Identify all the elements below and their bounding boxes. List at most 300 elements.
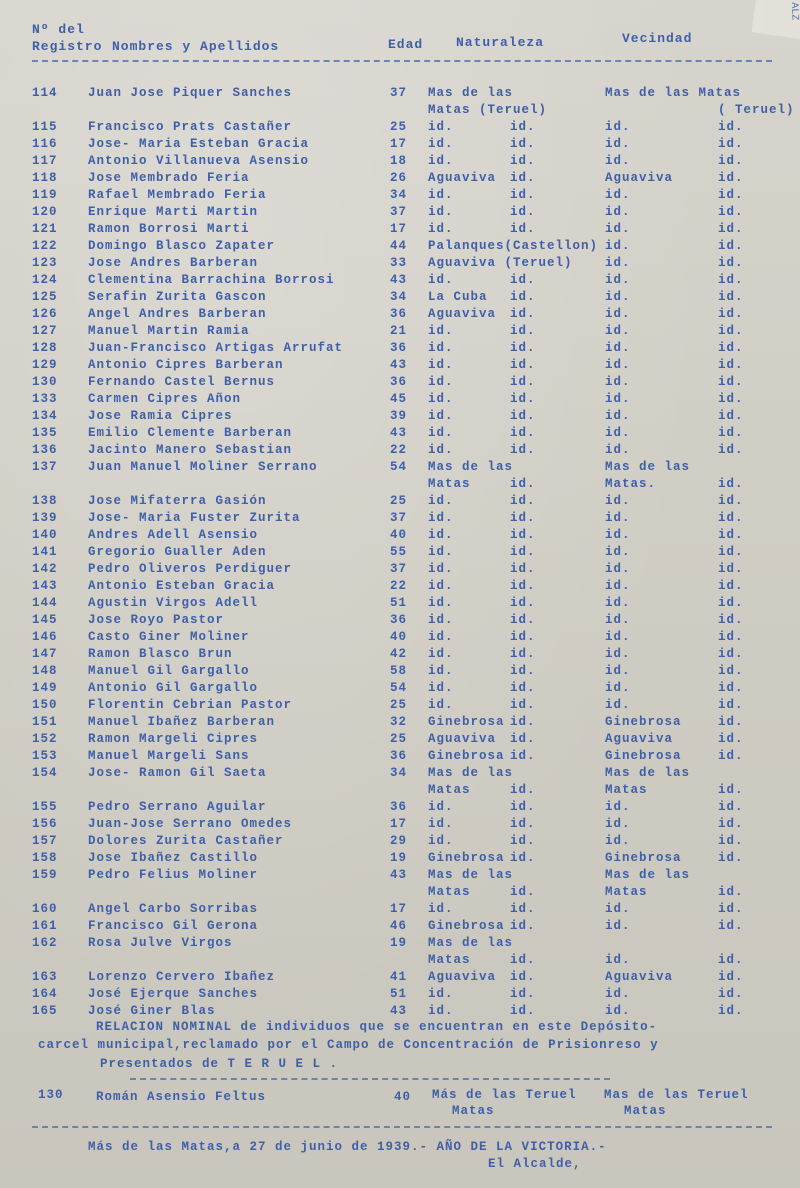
row-number: 146	[32, 630, 58, 644]
row-name: Jose Royo Pastor	[88, 613, 225, 627]
row-number: 124	[32, 273, 58, 287]
row-age: 43	[390, 273, 408, 287]
row-age: 33	[390, 256, 408, 270]
row-naturaleza-2: id.	[510, 562, 536, 576]
row-age: 58	[390, 664, 408, 678]
row-vecindad: id.	[605, 953, 631, 967]
header-no-label: Nº del	[32, 22, 85, 37]
row-naturaleza-2: id.	[510, 987, 536, 1001]
row-name: Ramon Blasco Brun	[88, 647, 233, 661]
row-naturaleza-2: id.	[510, 783, 536, 797]
table-row	[0, 732, 800, 749]
table-row	[0, 1004, 800, 1021]
row-vecindad-2: id.	[718, 800, 744, 814]
row-naturaleza: Ginebrosa	[428, 851, 505, 865]
row-vecindad: id.	[605, 511, 631, 525]
row-naturaleza: id.	[428, 494, 454, 508]
row-vecindad: Mas de las	[605, 868, 691, 882]
row-name: Manuel Ibañez Barberan	[88, 715, 276, 729]
row-naturaleza-2: id.	[510, 664, 536, 678]
relacion-divider	[130, 1078, 610, 1080]
row-vecindad: id.	[605, 426, 631, 440]
table-row	[0, 409, 800, 426]
row-naturaleza: Mas de las	[428, 460, 514, 474]
row-vecindad: id.	[605, 205, 631, 219]
row-number: 163	[32, 970, 58, 984]
row-vecindad-2: id.	[718, 749, 744, 763]
row-vecindad-2: id.	[718, 511, 744, 525]
row-vecindad-2: id.	[718, 239, 744, 253]
row-vecindad-2: id.	[718, 171, 744, 185]
row-number: 116	[32, 137, 58, 151]
row-age: 45	[390, 392, 408, 406]
row-number: 139	[32, 511, 58, 525]
row-number: 117	[32, 154, 58, 168]
row-naturaleza-2: id.	[510, 120, 536, 134]
extra-row-name: Román Asensio Feltus	[96, 1090, 267, 1104]
row-naturaleza: id.	[428, 528, 454, 542]
row-name: Jose Ramia Cipres	[88, 409, 233, 423]
row-name: Juan Manuel Moliner Serrano	[88, 460, 318, 474]
row-number: 114	[32, 86, 58, 100]
table-row	[0, 188, 800, 205]
row-naturaleza: id.	[428, 137, 454, 151]
table-row	[0, 630, 800, 647]
row-naturaleza-2: id.	[510, 613, 536, 627]
row-naturaleza: Mas de las	[428, 766, 514, 780]
row-vecindad-2: id.	[718, 307, 744, 321]
row-naturaleza-2: id.	[510, 800, 536, 814]
extra-row-nat-line2: Matas	[452, 1104, 495, 1118]
row-vecindad-2: id.	[718, 137, 744, 151]
row-age: 36	[390, 749, 408, 763]
header-vecindad-label: Vecindad	[622, 31, 693, 46]
table-row	[0, 834, 800, 851]
row-number: 155	[32, 800, 58, 814]
footer-signature: El Alcalde,	[488, 1157, 582, 1171]
table-row	[0, 613, 800, 630]
row-number: 150	[32, 698, 58, 712]
footer-date-line: Más de las Matas,a 27 de junio de 1939.- AÑO DE LA VICTORIA.-	[88, 1140, 607, 1154]
row-naturaleza-2: id.	[510, 545, 536, 559]
header-divider	[32, 60, 772, 62]
row-vecindad: Mas de las	[605, 460, 691, 474]
row-age: 25	[390, 120, 408, 134]
row-name: Ramon Margeli Cipres	[88, 732, 259, 746]
table-row	[0, 324, 800, 341]
row-vecindad: id.	[605, 375, 631, 389]
row-naturaleza-2: id.	[510, 902, 536, 916]
row-age: 40	[390, 630, 408, 644]
row-vecindad: id.	[605, 443, 631, 457]
row-vecindad-2: id.	[718, 154, 744, 168]
table-row	[0, 868, 800, 885]
row-number: 156	[32, 817, 58, 831]
relacion-line-1: RELACION NOMINAL de individuos que se encuentran en este Depósito-	[96, 1020, 658, 1034]
row-naturaleza: id.	[428, 647, 454, 661]
row-number: 165	[32, 1004, 58, 1018]
row-naturaleza: id.	[428, 987, 454, 1001]
table-row	[0, 477, 800, 494]
row-naturaleza-2: id.	[510, 290, 536, 304]
row-vecindad: id.	[605, 579, 631, 593]
row-name: Angel Andres Barberan	[88, 307, 267, 321]
row-age: 17	[390, 902, 408, 916]
row-naturaleza-2: id.	[510, 273, 536, 287]
row-age: 36	[390, 375, 408, 389]
row-name: Agustin Virgos Adell	[88, 596, 259, 610]
table-row	[0, 171, 800, 188]
table-row	[0, 137, 800, 154]
row-number: 141	[32, 545, 58, 559]
row-vecindad: id.	[605, 307, 631, 321]
row-number: 136	[32, 443, 58, 457]
row-age: 37	[390, 562, 408, 576]
row-vecindad: Matas	[605, 885, 648, 899]
table-row	[0, 273, 800, 290]
row-name: Dolores Zurita Castañer	[88, 834, 284, 848]
table-row	[0, 460, 800, 477]
row-name: Antonio Villanueva Asensio	[88, 154, 310, 168]
row-naturaleza: id.	[428, 630, 454, 644]
row-vecindad: id.	[605, 290, 631, 304]
row-number: 125	[32, 290, 58, 304]
row-vecindad: Matas.	[605, 477, 657, 491]
row-naturaleza-2: id.	[510, 443, 536, 457]
row-age: 40	[390, 528, 408, 542]
row-vecindad-2: id.	[718, 358, 744, 372]
row-naturaleza: id.	[428, 409, 454, 423]
row-vecindad: id.	[605, 596, 631, 610]
row-number: 159	[32, 868, 58, 882]
row-naturaleza: Ginebrosa	[428, 919, 505, 933]
row-naturaleza-2: id.	[510, 307, 536, 321]
row-number: 153	[32, 749, 58, 763]
row-age: 25	[390, 732, 408, 746]
row-name: Lorenzo Cervero Ibañez	[88, 970, 276, 984]
row-number: 160	[32, 902, 58, 916]
row-naturaleza: Aguaviva	[428, 970, 497, 984]
row-age: 22	[390, 443, 408, 457]
row-number: 127	[32, 324, 58, 338]
row-vecindad-2: id.	[718, 188, 744, 202]
table-row	[0, 562, 800, 579]
table-row	[0, 290, 800, 307]
row-number: 143	[32, 579, 58, 593]
row-number: 142	[32, 562, 58, 576]
corner-text: ALZ	[787, 2, 800, 21]
row-vecindad-2: id.	[718, 290, 744, 304]
row-naturaleza: id.	[428, 664, 454, 678]
row-vecindad-2: id.	[718, 205, 744, 219]
row-vecindad-2: id.	[718, 341, 744, 355]
row-number: 126	[32, 307, 58, 321]
row-naturaleza: id.	[428, 545, 454, 559]
header-registro-label: Registro	[32, 39, 103, 54]
row-vecindad-2: id.	[718, 426, 744, 440]
row-naturaleza: Ginebrosa	[428, 715, 505, 729]
row-name: Juan-Francisco Artigas Arrufat	[88, 341, 344, 355]
row-naturaleza: Matas	[428, 783, 471, 797]
table-row	[0, 443, 800, 460]
row-naturaleza: id.	[428, 392, 454, 406]
row-number: 164	[32, 987, 58, 1001]
table-row	[0, 936, 800, 953]
table-row	[0, 341, 800, 358]
row-vecindad-2: id.	[718, 851, 744, 865]
row-vecindad: id.	[605, 239, 631, 253]
row-vecindad-2: id.	[718, 970, 744, 984]
row-age: 18	[390, 154, 408, 168]
row-vecindad-2: id.	[718, 596, 744, 610]
row-name: Jose Mifaterra Gasión	[88, 494, 267, 508]
row-naturaleza: Aguaviva (Teruel)	[428, 256, 573, 270]
table-row	[0, 902, 800, 919]
table-row	[0, 885, 800, 902]
row-vecindad: id.	[605, 358, 631, 372]
row-name: Fernando Castel Bernus	[88, 375, 276, 389]
row-naturaleza-2: id.	[510, 749, 536, 763]
row-vecindad: Mas de las	[605, 766, 691, 780]
table-row	[0, 154, 800, 171]
row-name: Emilio Clemente Barberan	[88, 426, 293, 440]
table-row	[0, 681, 800, 698]
row-vecindad: id.	[605, 137, 631, 151]
row-number: 157	[32, 834, 58, 848]
row-naturaleza: id.	[428, 1004, 454, 1018]
row-vecindad-2: id.	[718, 562, 744, 576]
row-age: 39	[390, 409, 408, 423]
row-name: Manuel Martin Ramia	[88, 324, 250, 338]
row-vecindad-2: id.	[718, 987, 744, 1001]
row-age: 22	[390, 579, 408, 593]
row-naturaleza-2: id.	[510, 596, 536, 610]
table-row	[0, 953, 800, 970]
row-naturaleza-2: id.	[510, 341, 536, 355]
row-age: 37	[390, 511, 408, 525]
row-naturaleza-2: id.	[510, 681, 536, 695]
row-age: 29	[390, 834, 408, 848]
row-number: 148	[32, 664, 58, 678]
row-vecindad-2: id.	[718, 256, 744, 270]
row-vecindad-2: id.	[718, 443, 744, 457]
row-naturaleza: id.	[428, 120, 454, 134]
table-row	[0, 579, 800, 596]
table-row	[0, 375, 800, 392]
row-naturaleza-2: id.	[510, 222, 536, 236]
row-name: Carmen Cipres Añon	[88, 392, 242, 406]
row-number: 162	[32, 936, 58, 950]
row-name: Domingo Blasco Zapater	[88, 239, 276, 253]
table-row	[0, 392, 800, 409]
row-name: José Ejerque Sanches	[88, 987, 259, 1001]
row-name: Manuel Margeli Sans	[88, 749, 250, 763]
row-naturaleza-2: id.	[510, 630, 536, 644]
row-naturaleza-2: id.	[510, 647, 536, 661]
row-name: Jose Andres Barberan	[88, 256, 259, 270]
row-age: 36	[390, 307, 408, 321]
row-vecindad: Ginebrosa	[605, 851, 682, 865]
row-number: 129	[32, 358, 58, 372]
row-vecindad: id.	[605, 188, 631, 202]
row-vecindad: id.	[605, 392, 631, 406]
row-name: José Giner Blas	[88, 1004, 216, 1018]
row-vecindad-2: id.	[718, 902, 744, 916]
row-naturaleza-2: id.	[510, 817, 536, 831]
table-row	[0, 596, 800, 613]
row-naturaleza-2: id.	[510, 171, 536, 185]
table-row	[0, 426, 800, 443]
row-vecindad-2: id.	[718, 885, 744, 899]
row-vecindad-2: id.	[718, 409, 744, 423]
row-age: 34	[390, 766, 408, 780]
row-vecindad-2: id.	[718, 783, 744, 797]
row-number: 122	[32, 239, 58, 253]
row-vecindad-2: id.	[718, 715, 744, 729]
row-number: 138	[32, 494, 58, 508]
table-row	[0, 222, 800, 239]
row-vecindad: id.	[605, 698, 631, 712]
row-name: Jose Membrado Feria	[88, 171, 250, 185]
row-naturaleza-2: id.	[510, 834, 536, 848]
row-vecindad: Matas	[605, 783, 648, 797]
row-naturaleza-2: id.	[510, 851, 536, 865]
table-row	[0, 800, 800, 817]
row-vecindad: id.	[605, 681, 631, 695]
row-vecindad: id.	[605, 817, 631, 831]
row-name: Rosa Julve Virgos	[88, 936, 233, 950]
row-vecindad: id.	[605, 545, 631, 559]
row-age: 43	[390, 358, 408, 372]
table-row	[0, 970, 800, 987]
row-name: Casto Giner Moliner	[88, 630, 250, 644]
row-age: 36	[390, 800, 408, 814]
row-name: Jose- Maria Esteban Gracia	[88, 137, 310, 151]
table-row	[0, 715, 800, 732]
table-row	[0, 120, 800, 137]
row-naturaleza-2: id.	[510, 698, 536, 712]
row-vecindad-2: ( Teruel)	[718, 103, 795, 117]
row-vecindad: id.	[605, 562, 631, 576]
row-age: 25	[390, 698, 408, 712]
row-vecindad-2: id.	[718, 732, 744, 746]
row-naturaleza-2: id.	[510, 970, 536, 984]
row-number: 123	[32, 256, 58, 270]
row-vecindad-2: id.	[718, 698, 744, 712]
row-age: 44	[390, 239, 408, 253]
row-age: 26	[390, 171, 408, 185]
table-row	[0, 698, 800, 715]
row-name: Florentin Cebrian Pastor	[88, 698, 293, 712]
row-vecindad: id.	[605, 834, 631, 848]
row-age: 36	[390, 613, 408, 627]
row-vecindad: id.	[605, 630, 631, 644]
row-naturaleza-2: id.	[510, 919, 536, 933]
row-number: 134	[32, 409, 58, 423]
extra-row-nat-line1: Más de las Teruel	[432, 1088, 577, 1102]
row-number: 151	[32, 715, 58, 729]
extra-row-no: 130	[38, 1088, 64, 1102]
row-naturaleza: id.	[428, 375, 454, 389]
row-vecindad-2: id.	[718, 392, 744, 406]
row-vecindad-2: id.	[718, 647, 744, 661]
row-vecindad: id.	[605, 256, 631, 270]
row-vecindad: id.	[605, 324, 631, 338]
row-name: Francisco Prats Castañer	[88, 120, 293, 134]
row-age: 34	[390, 290, 408, 304]
table-row	[0, 358, 800, 375]
row-vecindad: Ginebrosa	[605, 749, 682, 763]
row-number: 120	[32, 205, 58, 219]
row-naturaleza: id.	[428, 902, 454, 916]
row-naturaleza: id.	[428, 205, 454, 219]
row-naturaleza: id.	[428, 443, 454, 457]
row-age: 37	[390, 205, 408, 219]
extra-row-vec-line2: Matas	[624, 1104, 667, 1118]
row-name: Juan Jose Piquer Sanches	[88, 86, 293, 100]
row-age: 43	[390, 1004, 408, 1018]
row-naturaleza: id.	[428, 817, 454, 831]
row-name: Jacinto Manero Sebastian	[88, 443, 293, 457]
table-row	[0, 664, 800, 681]
row-vecindad: id.	[605, 613, 631, 627]
row-vecindad: id.	[605, 647, 631, 661]
row-name: Pedro Oliveros Perdiguer	[88, 562, 293, 576]
row-age: 37	[390, 86, 408, 100]
row-age: 21	[390, 324, 408, 338]
row-name: Ramon Borrosi Marti	[88, 222, 250, 236]
row-naturaleza: Matas	[428, 953, 471, 967]
row-naturaleza: id.	[428, 562, 454, 576]
row-naturaleza: id.	[428, 800, 454, 814]
relacion-line-3: Presentados de T E R U E L .	[100, 1057, 339, 1071]
row-vecindad-2: id.	[718, 579, 744, 593]
extra-row-vec-line1: Mas de las Teruel	[604, 1088, 749, 1102]
row-number: 128	[32, 341, 58, 355]
row-vecindad-2: id.	[718, 324, 744, 338]
row-vecindad: id.	[605, 409, 631, 423]
row-name: Jose- Maria Fuster Zurita	[88, 511, 301, 525]
row-age: 51	[390, 987, 408, 1001]
row-naturaleza: Aguaviva	[428, 171, 497, 185]
table-row	[0, 205, 800, 222]
table-row	[0, 817, 800, 834]
row-vecindad-2: id.	[718, 953, 744, 967]
row-number: 158	[32, 851, 58, 865]
relacion-line-2: carcel municipal,reclamado por el Campo de Concentración de Prisionreso y	[38, 1038, 659, 1052]
row-vecindad: Mas de las Matas	[605, 86, 742, 100]
table-row	[0, 987, 800, 1004]
table-row	[0, 307, 800, 324]
row-number: 119	[32, 188, 58, 202]
row-naturaleza: Ginebrosa	[428, 749, 505, 763]
header-naturaleza-label: Naturaleza	[456, 35, 545, 50]
table-row	[0, 239, 800, 256]
row-age: 41	[390, 970, 408, 984]
row-age: 25	[390, 494, 408, 508]
row-naturaleza-2: id.	[510, 715, 536, 729]
row-name: Serafin Zurita Gascon	[88, 290, 267, 304]
row-vecindad: id.	[605, 154, 631, 168]
table-row	[0, 919, 800, 936]
row-age: 54	[390, 460, 408, 474]
header-edad-label: Edad	[388, 37, 424, 52]
row-number: 137	[32, 460, 58, 474]
row-naturaleza-2: id.	[510, 579, 536, 593]
row-number: 147	[32, 647, 58, 661]
row-name: Pedro Felius Moliner	[88, 868, 259, 882]
row-vecindad-2: id.	[718, 375, 744, 389]
